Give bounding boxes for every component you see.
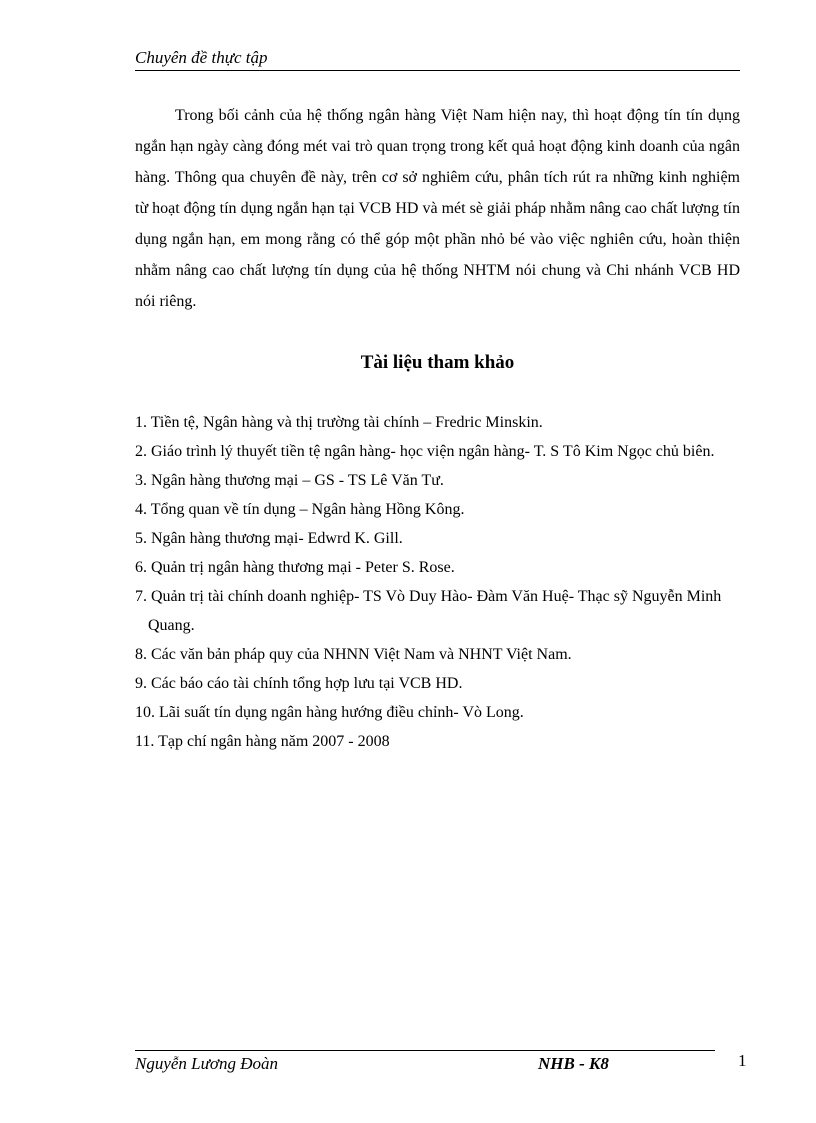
reference-item: 5. Ngân hàng thương mại- Edwrd K. Gill. xyxy=(135,530,403,547)
intro-paragraph: Trong bối cảnh của hệ thống ngân hàng Việt Nam hiện nay, thì hoạt động tín tín dụng ngắn hạn ngày càng đóng mét vai trò quan trọng trong kết quả hoạt động kinh doanh của ngân hàng. Thông qua chuyên đề này, trên cơ sở nghiêm cứu, phân tích rút ra những kinh nghiệm từ hoạt động tín dụng ngắn hạn tại VCB HD và mét sè giải pháp nhằm nâng cao chất lượng tín dụng ngắn hạn, em mong rằng có thể góp một phần nhỏ bé vào việc nghiên cứu, hoàn thiện nhằm nâng cao chất lượng tín dụng của hệ thống NHTM nói chung và Chi nhánh VCB HD nói riêng. xyxy=(135,107,740,310)
reference-item: 2. Giáo trình lý thuyết tiền tệ ngân hàng- học viện ngân hàng- T. S Tô Kim Ngọc chủ biên. xyxy=(135,443,715,460)
running-header-title: Chuyên đề thực tập xyxy=(135,48,268,67)
footer-divider xyxy=(135,1050,715,1051)
header-divider xyxy=(135,70,740,71)
references-heading: Tài liệu tham khảo xyxy=(360,352,515,373)
references-list xyxy=(135,408,740,756)
reference-item: 8. Các văn bản pháp quy của NHNN Việt Nam và NHNT Việt Nam. xyxy=(135,646,572,663)
reference-item: 6. Quản trị ngân hàng thương mại - Peter S. Rose. xyxy=(135,559,455,576)
footer-author: Nguyễn Lương Đoàn xyxy=(135,1054,279,1073)
reference-item: 7. Quản trị tài chính doanh nghiệp- TS Vò Duy Hào- Đàm Văn Huệ- Thạc sỹ Nguyễn Minh Quang. xyxy=(135,588,722,634)
reference-item: 10. Lãi suất tín dụng ngân hàng hướng điều chỉnh- Vò Long. xyxy=(135,704,524,721)
reference-item: 1. Tiền tệ, Ngân hàng và thị trường tài chính – Fredric Minskin. xyxy=(135,414,543,431)
footer-class-code: NHB - K8 xyxy=(538,1054,609,1073)
page-number: 1 xyxy=(738,1051,747,1070)
reference-item: 3. Ngân hàng thương mại – GS - TS Lê Văn Tư. xyxy=(135,472,444,489)
reference-item: 4. Tổng quan về tín dụng – Ngân hàng Hồng Kông. xyxy=(135,501,465,518)
reference-item: 9. Các báo cáo tài chính tổng hợp lưu tại VCB HD. xyxy=(135,675,463,692)
reference-item: 11. Tạp chí ngân hàng năm 2007 - 2008 xyxy=(135,733,390,750)
